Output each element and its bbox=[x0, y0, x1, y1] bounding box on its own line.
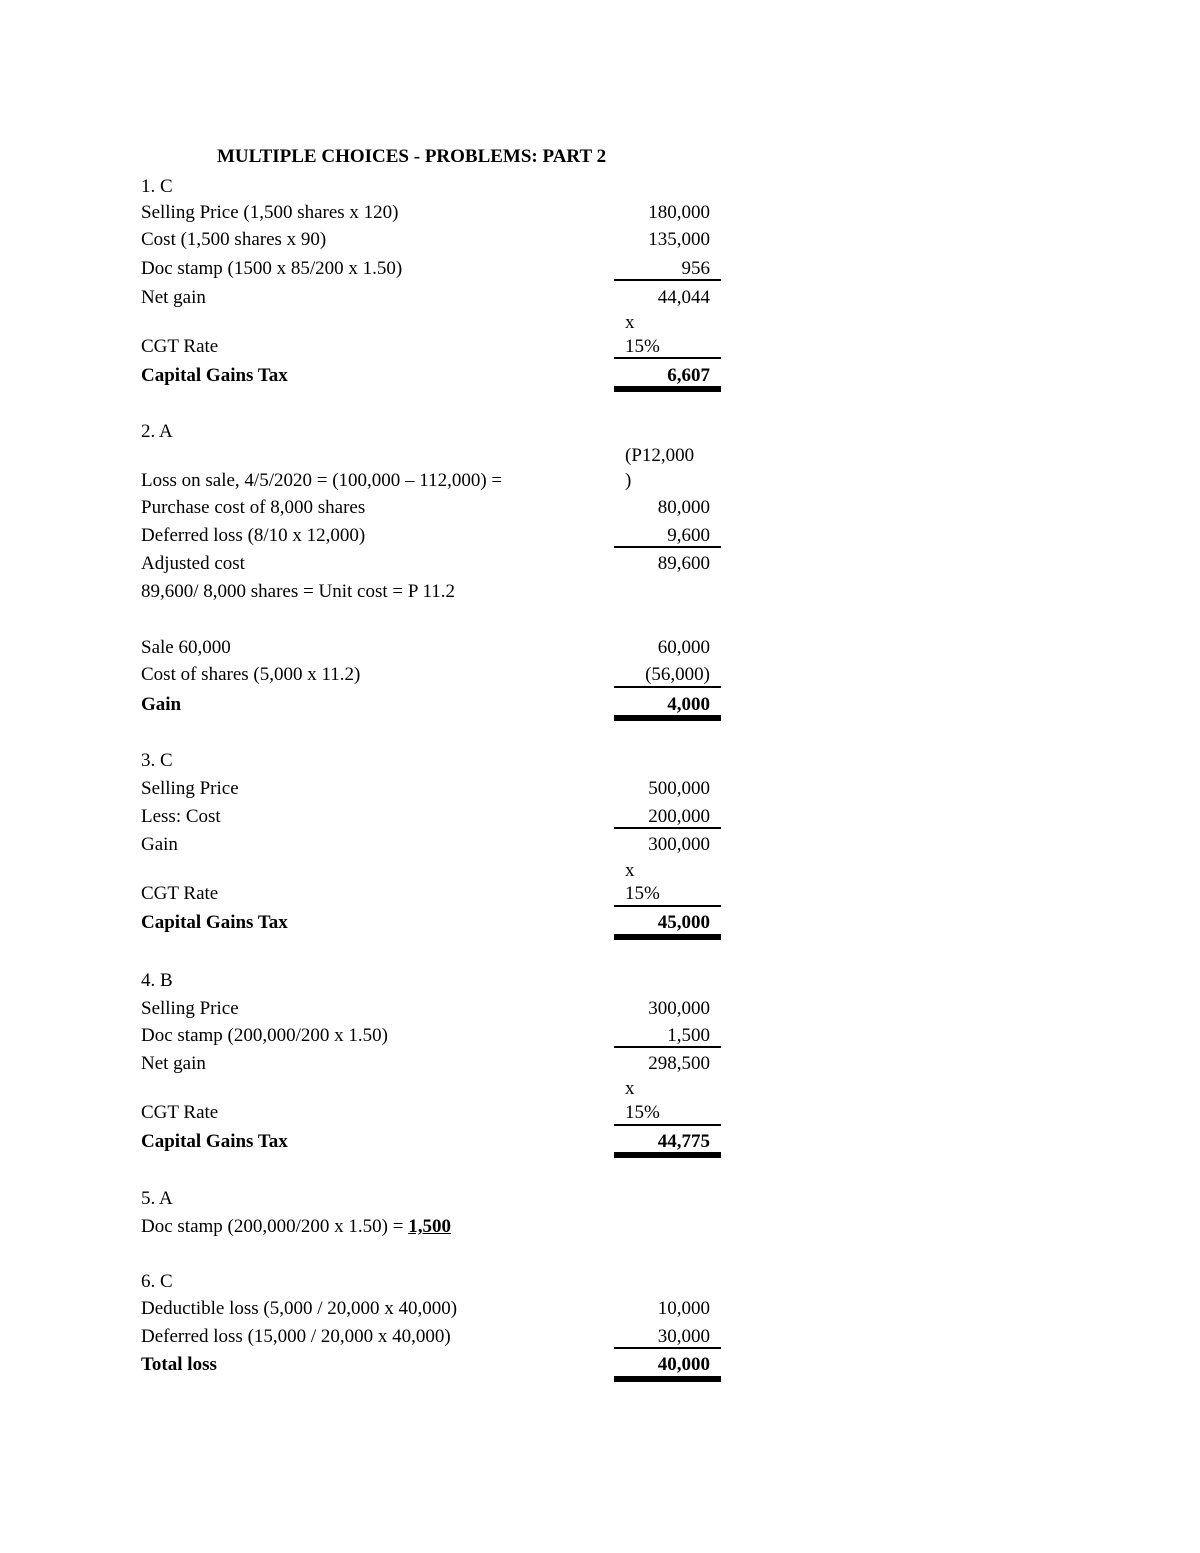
p1-header: 1. C bbox=[141, 176, 173, 197]
p4-label-cgt-rate: CGT Rate bbox=[141, 1102, 219, 1123]
p4-value-doc-stamp: 1,500 bbox=[667, 1025, 710, 1046]
p6-label-deductible-loss: Deductible loss (5,000 / 20,000 x 40,000) bbox=[141, 1298, 458, 1319]
p3-label-capital-gains-tax: Capital Gains Tax bbox=[141, 912, 288, 933]
p2-value-sale: 60,000 bbox=[657, 637, 710, 658]
p2-underline-2 bbox=[614, 686, 721, 688]
p1-label-doc-stamp: Doc stamp (1500 x 85/200 x 1.50) bbox=[141, 258, 403, 279]
p3-value-less-cost: 200,000 bbox=[648, 806, 710, 827]
p1-label-cost: Cost (1,500 shares x 90) bbox=[141, 229, 327, 250]
p3-multiply-sign: x bbox=[625, 860, 635, 881]
p4-underline-2 bbox=[614, 1124, 721, 1126]
p2-value-deferred-loss: 9,600 bbox=[667, 525, 710, 546]
p4-value-cgt-rate: 15% bbox=[625, 1102, 660, 1123]
p2-value-loss-line2: ) bbox=[625, 470, 632, 491]
p4-value-net-gain: 298,500 bbox=[648, 1053, 710, 1074]
p2-unit-cost-line: 89,600/ 8,000 shares = Unit cost = P 11.2 bbox=[141, 581, 455, 602]
p1-underline-2 bbox=[614, 357, 721, 359]
p6-double-underline bbox=[614, 1376, 721, 1382]
p6-label-total-loss: Total loss bbox=[141, 1354, 217, 1375]
p5-answer: 1,500 bbox=[408, 1216, 451, 1237]
p3-value-gain: 300,000 bbox=[648, 834, 710, 855]
p2-value-gain: 4,000 bbox=[667, 694, 710, 715]
p2-label-gain: Gain bbox=[141, 694, 182, 715]
p2-value-purchase-cost: 80,000 bbox=[657, 497, 710, 518]
p4-multiply-sign: x bbox=[625, 1078, 635, 1099]
p4-label-net-gain: Net gain bbox=[141, 1053, 206, 1074]
p3-value-capital-gains-tax: 45,000 bbox=[657, 912, 710, 933]
p6-value-deferred-loss: 30,000 bbox=[657, 1326, 710, 1347]
p3-value-selling-price: 500,000 bbox=[648, 778, 710, 799]
p6-label-deferred-loss: Deferred loss (15,000 / 20,000 x 40,000) bbox=[141, 1326, 451, 1347]
p2-label-sale: Sale 60,000 bbox=[141, 637, 231, 658]
p1-label-net-gain: Net gain bbox=[141, 287, 206, 308]
p4-label-doc-stamp: Doc stamp (200,000/200 x 1.50) bbox=[141, 1025, 388, 1046]
p1-value-cost: 135,000 bbox=[648, 229, 710, 250]
p3-underline-1 bbox=[614, 827, 721, 829]
p4-value-capital-gains-tax: 44,775 bbox=[657, 1131, 710, 1152]
p5-header: 5. A bbox=[141, 1188, 173, 1209]
p4-label-selling-price: Selling Price bbox=[141, 998, 239, 1019]
p2-label-adjusted-cost: Adjusted cost bbox=[141, 553, 245, 574]
p1-value-net-gain: 44,044 bbox=[657, 287, 710, 308]
p3-double-underline bbox=[614, 934, 721, 940]
p2-label-purchase-cost: Purchase cost of 8,000 shares bbox=[141, 497, 366, 518]
p1-label-capital-gains-tax: Capital Gains Tax bbox=[141, 365, 288, 386]
p3-label-less-cost: Less: Cost bbox=[141, 806, 221, 827]
p5-doc-stamp-label: Doc stamp (200,000/200 x 1.50) = bbox=[141, 1216, 409, 1237]
p4-value-selling-price: 300,000 bbox=[648, 998, 710, 1019]
p2-label-loss-on-sale: Loss on sale, 4/5/2020 = (100,000 – 112,000) = bbox=[141, 470, 503, 491]
p2-underline-1 bbox=[614, 546, 721, 548]
p2-value-loss-line1: (P12,000 bbox=[625, 445, 695, 466]
p2-header: 2. A bbox=[141, 421, 173, 442]
p6-header: 6. C bbox=[141, 1271, 173, 1292]
p3-label-selling-price: Selling Price bbox=[141, 778, 239, 799]
p1-double-underline bbox=[614, 386, 721, 392]
p1-value-capital-gains-tax: 6,607 bbox=[667, 365, 710, 386]
p2-value-adjusted-cost: 89,600 bbox=[657, 553, 710, 574]
p3-header: 3. C bbox=[141, 750, 173, 771]
p1-label-cgt-rate: CGT Rate bbox=[141, 336, 219, 357]
p5-doc-stamp-line bbox=[141, 1217, 451, 1236]
p1-value-selling-price: 180,000 bbox=[648, 202, 710, 223]
p4-double-underline bbox=[614, 1152, 721, 1158]
p1-multiply-sign: x bbox=[625, 312, 635, 333]
p3-label-cgt-rate: CGT Rate bbox=[141, 883, 219, 904]
p6-underline-1 bbox=[614, 1347, 721, 1349]
p3-label-gain: Gain bbox=[141, 834, 178, 855]
p2-double-underline bbox=[614, 715, 721, 721]
p4-label-capital-gains-tax: Capital Gains Tax bbox=[141, 1131, 288, 1152]
p6-value-total-loss: 40,000 bbox=[657, 1354, 710, 1375]
p1-value-doc-stamp: 956 bbox=[681, 258, 710, 279]
p3-underline-2 bbox=[614, 905, 721, 907]
p2-label-deferred-loss: Deferred loss (8/10 x 12,000) bbox=[141, 525, 366, 546]
p4-header: 4. B bbox=[141, 970, 173, 991]
p1-label-selling-price: Selling Price (1,500 shares x 120) bbox=[141, 202, 399, 223]
page-title: MULTIPLE CHOICES - PROBLEMS: PART 2 bbox=[217, 146, 607, 167]
p3-value-cgt-rate: 15% bbox=[625, 883, 660, 904]
p2-value-cost-of-shares: (56,000) bbox=[645, 664, 710, 685]
p1-underline-1 bbox=[614, 279, 721, 281]
p2-label-cost-of-shares: Cost of shares (5,000 x 11.2) bbox=[141, 664, 361, 685]
p1-value-cgt-rate: 15% bbox=[625, 336, 660, 357]
p6-value-deductible-loss: 10,000 bbox=[657, 1298, 710, 1319]
p4-underline-1 bbox=[614, 1046, 721, 1048]
